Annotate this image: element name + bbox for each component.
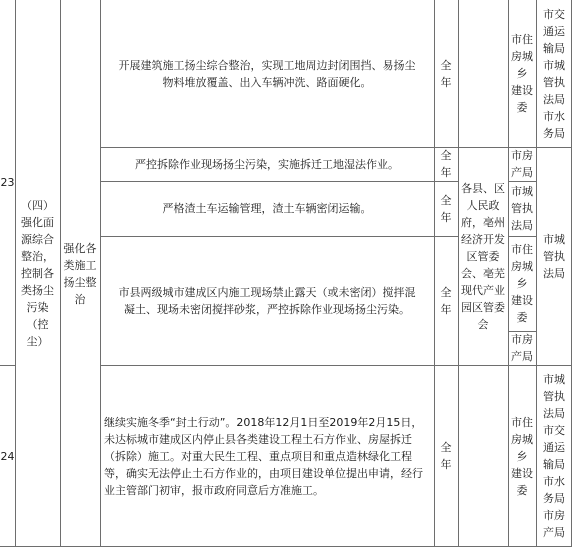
grid-line — [458, 0, 459, 547]
coop-unit-2: 市城 管执 法局 — [543, 232, 565, 280]
grid-line — [100, 236, 458, 237]
grid-line — [100, 365, 572, 366]
lead-unit-4: 市住 房城 乡 建设 委 — [511, 243, 533, 324]
grid-line — [508, 331, 536, 332]
lead-unit-6: 市住 房城 乡 建设 委 — [511, 415, 533, 497]
grid-line — [508, 0, 509, 547]
lead-unit-5: 市房 产局 — [511, 333, 533, 363]
grid-line — [508, 236, 536, 237]
grid-line — [434, 0, 435, 547]
coop-unit-1: 市交 通运 输局 市城 管执 法局 市水 务局 — [543, 7, 565, 140]
coop-unit-3: 市城 管执 法局 市交 通运 输局 市水 务局 市房 产局 — [543, 373, 565, 539]
subcategory-cell: 强化各 类施工 扬尘整 治 — [63, 241, 97, 306]
measure-1: 开展建筑施工扬尘综合整治，实现工地周边封闭围挡、易扬尘 物料堆放覆盖、出入车辆冲洗、路面硬化。 — [118, 58, 416, 89]
measure-4: 市县两级城市建成区内施工现场禁止露天（或未密闭）搅拌混 凝土、现场未密闭搅拌砂浆，严控拆除作业现场扬尘污染。 — [118, 285, 416, 316]
row-number-23: 23 — [0, 176, 15, 189]
grid-line — [0, 365, 15, 366]
period-1: 全年 — [440, 58, 452, 89]
measure-3: 严格渣土车运输管理，渣土车辆密闭运输。 — [162, 202, 372, 215]
county-responsible: 各县、区 人民政 府，亳州 经济开发 区管委 会、亳芜 现代产业 园区管委 会 — [461, 181, 505, 331]
grid-line — [536, 0, 537, 547]
grid-line — [60, 0, 61, 547]
period-4: 全年 — [440, 285, 452, 316]
lead-unit-3: 市城 管执 法局 — [511, 185, 533, 232]
period-3: 全年 — [440, 193, 452, 224]
grid-line — [100, 181, 458, 182]
category-cell: （四） 强化面 源综合 整治， 控制各 类扬尘 污染 （控 尘） — [21, 199, 54, 348]
grid-line — [15, 0, 16, 547]
measure-2: 严控拆除作业现场扬尘污染，实施拆迁工地湿法作业。 — [135, 157, 399, 171]
period-5: 全年 — [440, 441, 452, 471]
lead-unit-2: 市房 产局 — [511, 149, 533, 179]
lead-unit-1: 市住 房城 乡 建设 委 — [511, 33, 533, 114]
period-2: 全年 — [440, 149, 452, 179]
grid-line — [508, 181, 536, 182]
grid-line — [100, 0, 101, 547]
grid-line — [100, 147, 572, 148]
measure-5: 继续实施冬季“封土行动”。2018年12月1日至2019年2月15日，未达标城市建成区内停止县各类建设工程土石方作业、房屋拆迁（拆除）施工。对重大民生工程、重点项目和重点造林绿化工程等，确实无法停止土石方作业的，由项目建设单位提出申请，经行业主管部门初审，报市政府同意后方准施工。 — [104, 415, 423, 497]
row-number-24: 24 — [0, 449, 15, 463]
